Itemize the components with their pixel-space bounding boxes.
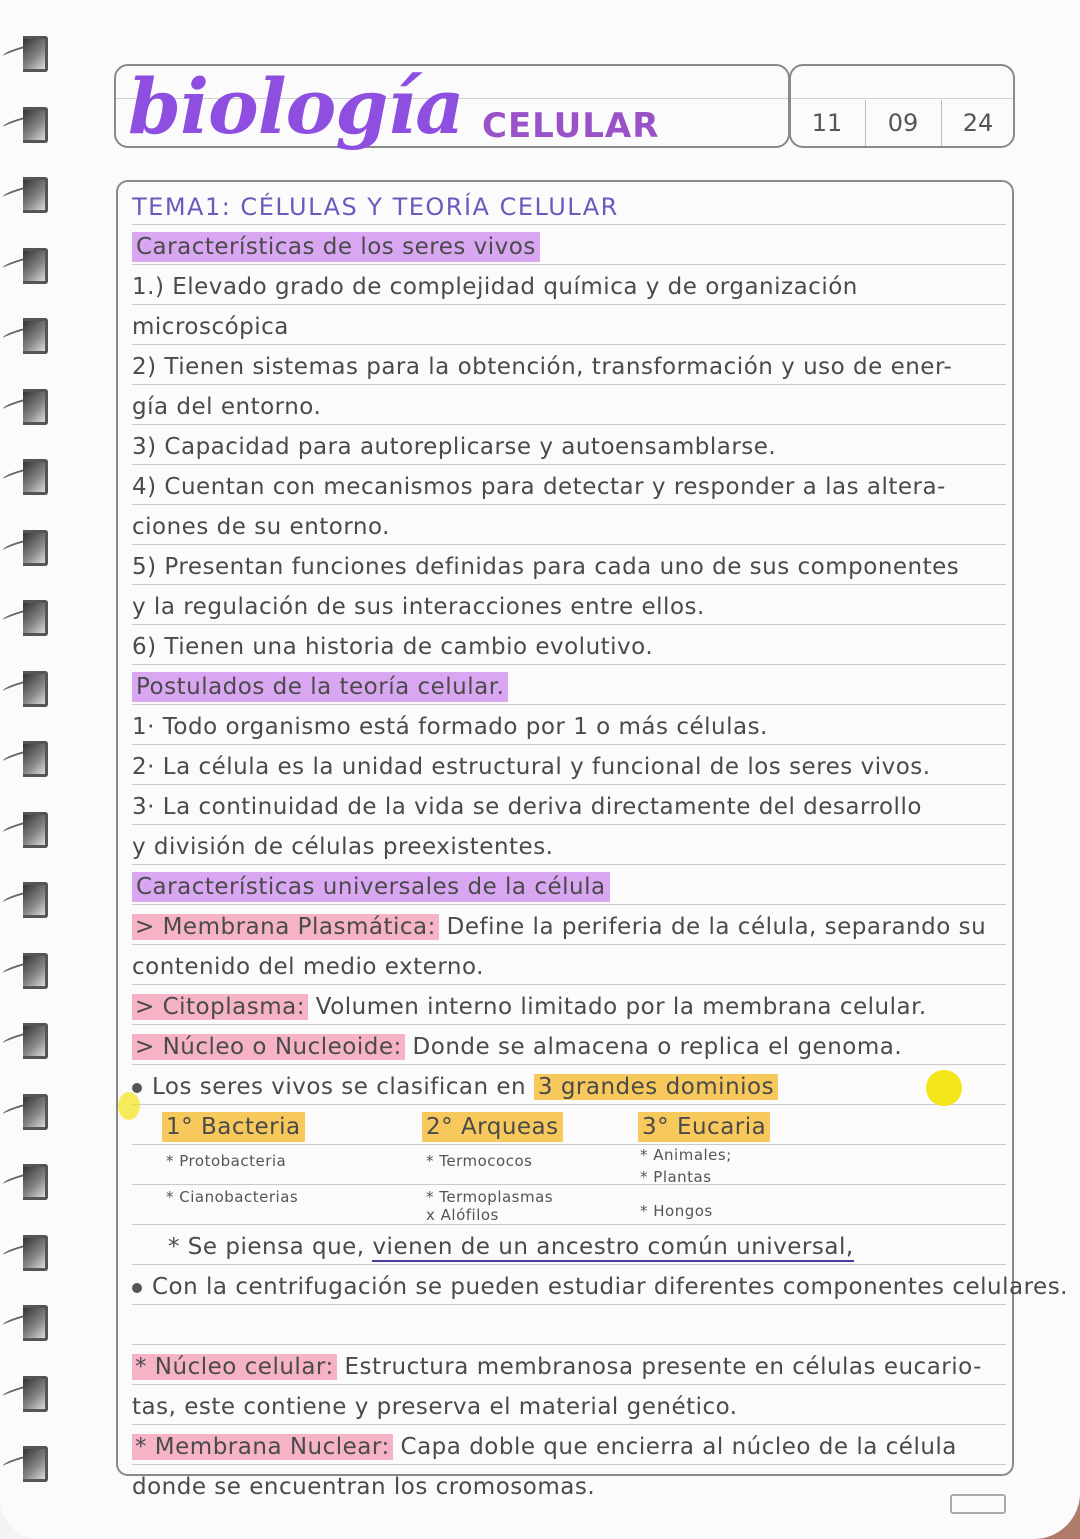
note-line: 4) Cuentan con mecanismos para detectar y responder a las altera- <box>132 466 1006 505</box>
domain-bacteria: 1° Bacteria <box>162 1112 305 1142</box>
note-line: contenido del medio externo. <box>132 946 1006 985</box>
spiral-ring-icon <box>2 34 52 70</box>
spiral-ring-icon <box>2 1092 52 1128</box>
note-line: * Membrana Nuclear: Capa doble que encierra al núcleo de la célula <box>132 1426 1006 1465</box>
note-line: gía del entorno. <box>132 386 1006 425</box>
section-heading-row <box>132 866 1006 905</box>
section-heading: Postulados de la teoría celular. <box>132 672 508 702</box>
spiral-ring-icon <box>2 316 52 352</box>
spiral-ring-icon <box>2 739 52 775</box>
term-highlight: * Membrana Nuclear: <box>132 1434 393 1460</box>
note-line: 5) Presentan funciones definidas para cada uno de sus componentes <box>132 546 1006 585</box>
section-heading: Características de los seres vivos <box>132 232 540 262</box>
note-line: microscópica <box>132 306 1006 345</box>
topic-heading: TEMA1: CÉLULAS Y TEORÍA CELULAR <box>132 193 619 221</box>
spiral-ring-icon <box>2 1374 52 1410</box>
note-line: 3· La continuidad de la vida se deriva directamente del desarrollo <box>132 786 1006 825</box>
date-year: 24 <box>962 109 994 137</box>
domain-arqueas: 2° Arqueas <box>422 1112 563 1142</box>
note-line: ciones de su entorno. <box>132 506 1006 545</box>
spiral-ring-icon <box>2 1233 52 1269</box>
note-line: 6) Tienen una historia de cambio evolutivo. <box>132 626 1006 665</box>
bullet-icon <box>132 1083 142 1093</box>
note-line: y la regulación de sus interacciones entre ellos. <box>132 586 1006 625</box>
note-line: 1· Todo organismo está formado por 1 o más células. <box>132 706 1006 745</box>
section-heading-row <box>132 226 1006 265</box>
spiral-ring-icon <box>2 246 52 282</box>
note-line: 3) Capacidad para autoreplicarse y autoensamblarse. <box>132 426 1006 465</box>
term-highlight: > Núcleo o Nucleoide: <box>132 1034 405 1060</box>
topic-row <box>132 186 1006 225</box>
spiral-ring-icon <box>2 951 52 987</box>
spiral-ring-icon <box>2 387 52 423</box>
page-subtitle: CELULAR <box>482 106 660 146</box>
note-line: * Núcleo celular: Estructura membranosa presente en células eucario- <box>132 1346 1006 1385</box>
note-line: > Membrana Plasmática: Define la periferia de la célula, separando su <box>132 906 1006 945</box>
domains-members-row: * Protobacteria * Termococos * Animales; * Plantas <box>132 1146 1006 1185</box>
yellow-highlighter-dot <box>926 1070 962 1106</box>
note-line: > Núcleo o Nucleoide: Donde se almacena o replica el genoma. <box>132 1026 1006 1065</box>
spiral-ring-icon <box>2 880 52 916</box>
note-line: y división de células preexistentes. <box>132 826 1006 865</box>
spiral-ring-icon <box>2 457 52 493</box>
domains-highlight: 3 grandes dominios <box>534 1074 778 1100</box>
domain-eucaria: 3° Eucaria <box>638 1112 770 1142</box>
section-heading: Características universales de la célula <box>132 872 610 902</box>
spiral-ring-icon <box>2 175 52 211</box>
note-line: Los seres vivos se clasifican en 3 grandes dominios <box>132 1066 1006 1105</box>
yellow-highlighter-smudge <box>118 1092 140 1120</box>
page-title: biología <box>128 62 464 151</box>
note-line: 1.) Elevado grado de complejidad química y de organización <box>132 266 1006 305</box>
date-day: 11 <box>811 109 843 137</box>
domains-row <box>132 1106 1006 1145</box>
note-line: > Citoplasma: Volumen interno limitado por la membrana celular. <box>132 986 1006 1025</box>
notes-area <box>116 180 1068 1500</box>
note-line: 2) Tienen sistemas para la obtención, transformación y uso de ener- <box>132 346 1006 385</box>
spiral-ring-icon <box>2 598 52 634</box>
bullet-icon <box>132 1283 142 1293</box>
note-line: * Se piensa que, vienen de un ancestro común universal, <box>132 1226 1006 1265</box>
spiral-ring-icon <box>2 669 52 705</box>
underlined-note: vienen de un ancestro común universal, <box>372 1234 854 1260</box>
date-box <box>789 64 1015 148</box>
spiral-ring-icon <box>2 528 52 564</box>
blank-line <box>132 1306 1006 1345</box>
section-heading-row <box>132 666 1006 705</box>
date-month: 09 <box>887 109 919 137</box>
spiral-ring-icon <box>2 1162 52 1198</box>
domains-members-row: * Cianobacterias * Termoplasmas x Alófilos * Hongos <box>132 1186 1006 1225</box>
notebook-brand-logo <box>950 1494 1006 1514</box>
term-highlight: > Citoplasma: <box>132 994 308 1020</box>
spiral-ring-icon <box>2 105 52 141</box>
note-line: tas, este contiene y preserva el material genético. <box>132 1386 1006 1425</box>
spiral-ring-icon <box>2 1303 52 1339</box>
spiral-ring-icon <box>2 810 52 846</box>
spiral-ring-icon <box>2 1444 52 1480</box>
note-line: 2· La célula es la unidad estructural y funcional de los seres vivos. <box>132 746 1006 785</box>
term-highlight: * Núcleo celular: <box>132 1354 337 1380</box>
spiral-ring-icon <box>2 1021 52 1057</box>
note-line: Con la centrifugación se pueden estudiar diferentes componentes celulares. <box>132 1266 1006 1305</box>
term-highlight: > Membrana Plasmática: <box>132 914 439 940</box>
note-line: donde se encuentran los cromosomas. <box>132 1474 596 1500</box>
